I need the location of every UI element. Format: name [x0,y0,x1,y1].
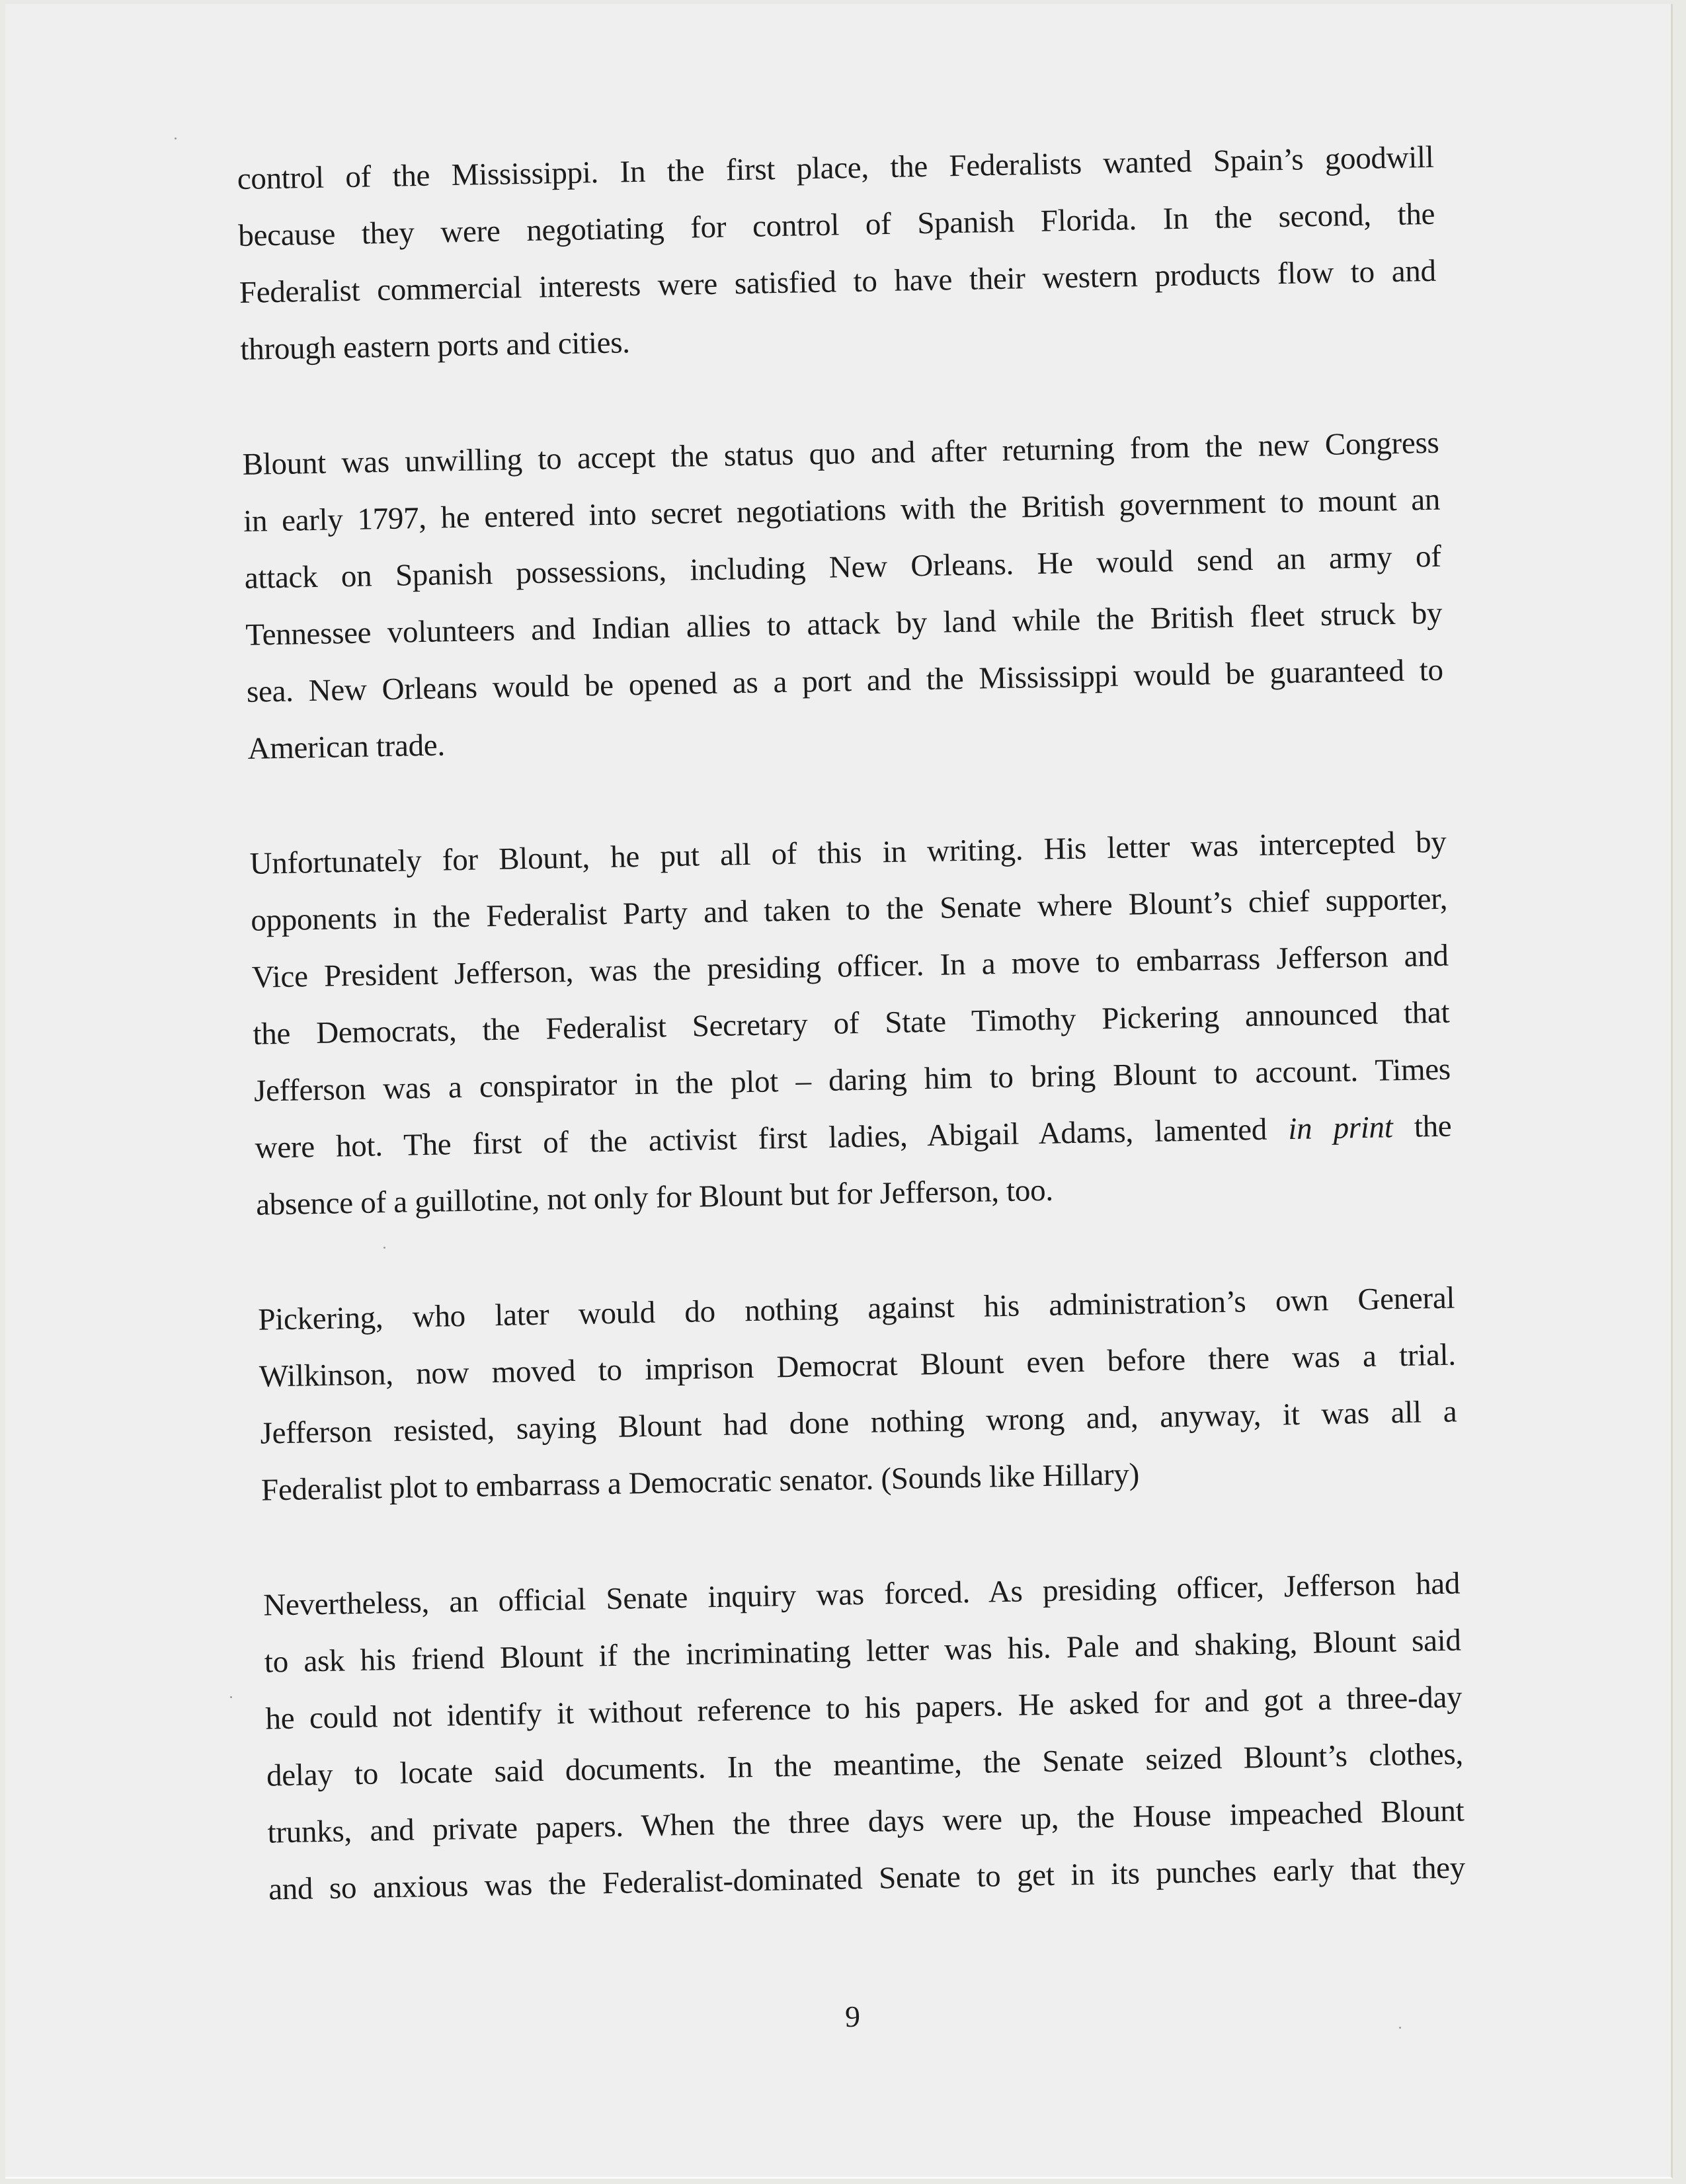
text-segment: the [1392,1109,1452,1145]
text-line: Vice President Jefferson, was the presiding officer. In a move to embarrass Jefferson and [251,938,1449,995]
paragraph-1 [237,129,1437,378]
text-line: Unfortunately for Blount, he put all of this in writing. His letter was intercepted by [249,824,1447,881]
text-line: Wilkinson, now moved to imprison Democrat Blount even before there was a trial. [259,1337,1457,1394]
scan-speck [175,137,177,139]
text-line: absence of a guillotine, not only for Blount but for Jefferson, too. [255,1173,1054,1222]
text-line: Federalist plot to embarrass a Democratic senator. (Sounds like Hillary) [261,1457,1140,1508]
text-line: opponents in the Federalist Party and taken to the Senate where Blount’s chief supporter, [250,881,1448,938]
scan-speck [230,1696,232,1698]
text-line: sea. New Orleans would be opened as a port and the Mississippi would be guaranteed to [246,652,1444,709]
text-line: in early 1797, he entered into secret negotiations with the British government to mount an [243,482,1441,539]
text-line: to ask his friend Blount if the incriminating letter was his. Pale and shaking, Blount said [264,1623,1462,1680]
text-line: Pickering, who later would do nothing against his administration’s own General [257,1280,1455,1337]
text-line: through eastern ports and cities. [240,325,631,367]
text-line: control of the Mississippi. In the first place, the Federalists wanted Spain’s goodwill [237,139,1434,196]
scan-speck [383,1247,385,1249]
text-line: because they were negotiating for control of Spanish Florida. In the second, the [237,196,1435,253]
text-line: Jefferson resisted, saying Blount had done nothing wrong and, anyway, it was all a [260,1394,1457,1451]
text-line: American trade. [247,728,446,766]
text-line: trunks, and private papers. When the three days were up, the House impeached Blount [267,1793,1465,1850]
text-line: he could not identify it without reference to his papers. He asked for and got a three-day [265,1680,1463,1736]
text-line: the Democrats, the Federalist Secretary of State Timothy Pickering announced that [253,995,1450,1052]
text-line: Nevertheless, an official Senate inquiry was forced. As presiding officer, Jefferson had [262,1566,1461,1623]
text-segment: were hot. The first of the activist first ladies, Abigail Adams, lamented [255,1112,1289,1165]
text-line: Federalist commercial interests were satisfied to have their western products flow to and [239,253,1437,310]
text-line: Blount was unwilling to accept the status quo and after returning from the new Congress [242,425,1439,482]
paragraph-5 [263,1555,1466,1918]
paragraph-3 [249,814,1453,1233]
text-line: Tennessee volunteers and Indian allies to attack by land while the British fleet struck by [245,596,1443,652]
paragraph-4 [258,1270,1459,1519]
body-text [237,129,1466,1976]
text-line: and so anxious was the Federalist-dominated Senate to get in its punches early that they [268,1850,1466,1907]
page-number: 9 [845,2000,860,2033]
text-line: attack on Spanish possessions, including New Orleans. He would send an army of [244,539,1442,596]
scan-speck [1399,2027,1401,2029]
paragraph-2 [242,414,1445,777]
text-line: Jefferson was a conspirator in the plot – daring him to bring Blount to account. Times [253,1052,1451,1109]
italic-emphasis: in print [1287,1110,1393,1147]
text-line: delay to locate said documents. In the meantime, the Senate seized Blount’s clothes, [266,1736,1464,1793]
document-page [5,4,1673,2179]
